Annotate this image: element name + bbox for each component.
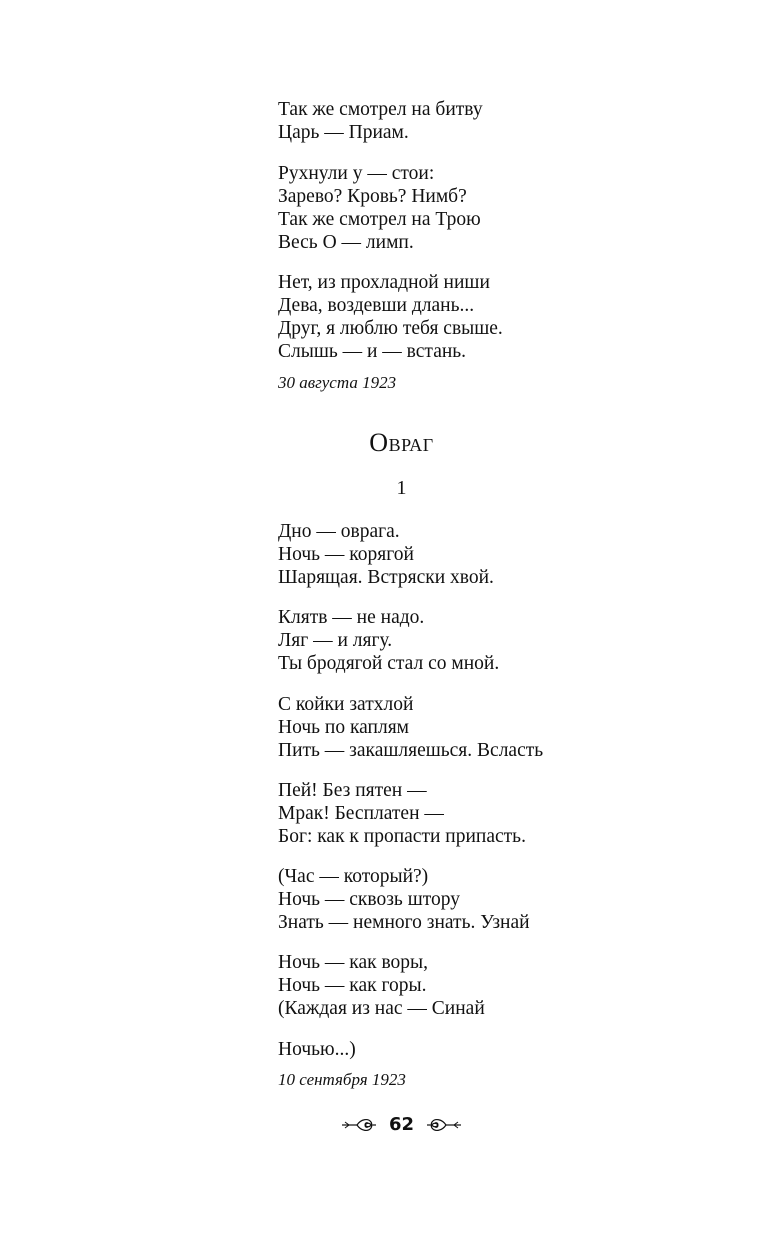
verse-line: Ночь — корягой	[278, 544, 414, 565]
verse-line: Ночь — как горы.	[278, 975, 427, 996]
verse-line: Ляг — и лягу.	[278, 630, 393, 651]
verse-line: Друг, я люблю тебя свыше.	[278, 318, 503, 339]
page-footer	[0, 1114, 768, 1135]
verse-line: Дева, воздевши длань...	[278, 295, 475, 316]
poem-title: Овраг	[369, 428, 434, 457]
verse-line: Шарящая. Встряски хвой.	[278, 567, 494, 588]
verse-line: Весь О — лимп.	[278, 232, 414, 253]
right-flourish-ornament-icon	[426, 1116, 462, 1134]
verse-line: Знать — немного знать. Узнай	[278, 912, 530, 933]
verse-line: Пей! Без пятен —	[278, 780, 427, 801]
verse-line: Так же смотрел на битву	[278, 99, 483, 120]
verse-line: Слышь — и — встань.	[278, 341, 467, 362]
poem-date: 30 августа 1923	[278, 373, 397, 392]
verse-line: Зарево? Кровь? Нимб?	[278, 186, 467, 207]
verse-line: С койки затхлой	[278, 694, 414, 715]
left-flourish-ornament-icon	[341, 1116, 377, 1134]
verse-line: Ночью...)	[278, 1039, 356, 1060]
verse-line: Клятв — не надо.	[278, 607, 425, 628]
section-number: 1	[396, 477, 407, 499]
verse-line: Царь — Приам.	[278, 122, 409, 143]
verse-line: Бог: как к пропасти припасть.	[278, 826, 526, 847]
verse-line: (Час — который?)	[278, 866, 429, 887]
page-number: 62	[388, 1114, 415, 1135]
verse-line: Так же смотрел на Трою	[278, 209, 481, 230]
verse-line: (Каждая из нас — Синай	[278, 998, 485, 1019]
verse-line: Ночь — как воры,	[278, 952, 429, 973]
verse-line: Ночь — сквозь штору	[278, 889, 460, 910]
verse-line: Ночь по каплям	[278, 717, 410, 738]
verse-line: Рухнули у — стои:	[278, 163, 435, 184]
verse-line: Нет, из прохладной ниши	[278, 272, 490, 293]
verse-line: Мрак! Бесплатен —	[278, 803, 444, 824]
verse-line: Дно — оврага.	[278, 521, 400, 542]
poem-date: 10 сентября 1923	[278, 1070, 406, 1089]
verse-line: Пить — закашляешься. Всласть	[278, 740, 544, 761]
verse-line: Ты бродягой стал со мной.	[278, 653, 500, 674]
